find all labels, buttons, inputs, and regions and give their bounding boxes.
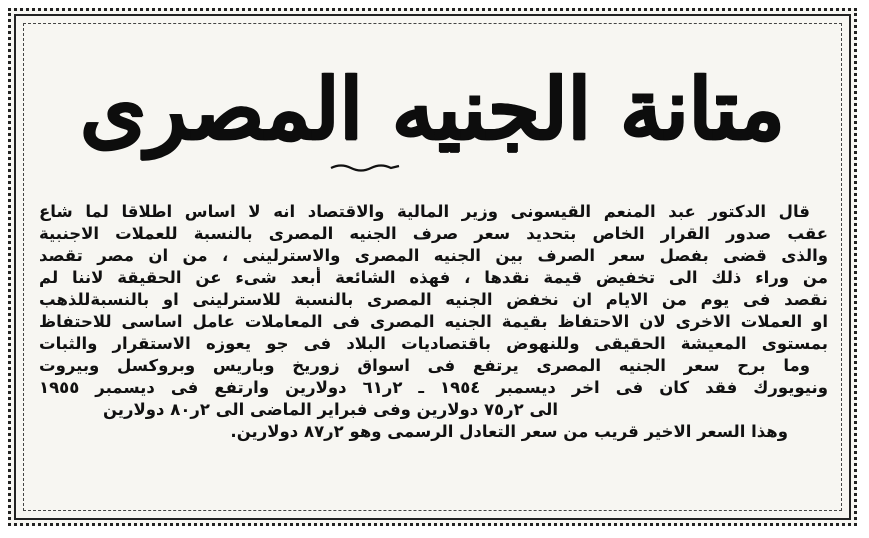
headline-flourish xyxy=(329,161,401,175)
newspaper-clipping xyxy=(8,8,857,526)
article-line: من وراء ذلك الى تخفيض قيمة نقدها ، فهذه الشائعة أبعد شىء عن الحقيقة لاننا لم xyxy=(39,268,828,287)
article-line: الى ٢ر٧٥ دولارين وفى فبراير الماضى الى ٢ر٨٠ دولارين xyxy=(102,400,558,419)
article-line: او العملات الاخرى لان الاحتفاظ بقيمة الجنيه المصرى فى المعاملات عامل اساسى للاحتفاظ xyxy=(39,312,828,331)
article-line: والذى قضى بفصل سعر الصرف بين الجنيه المصرى والاسترلينى ، من ان مصر تقصد xyxy=(39,246,828,265)
article-line: عقب صدور القرار الخاص بتحديد سعر صرف الجنيه المصرى بالنسبة للعملات الاجنبية xyxy=(39,224,828,243)
article-headline: متانة الجنيه المصرى xyxy=(80,59,785,158)
article-line: وهذا السعر الاخير قريب من سعر التعادل الرسمى وهو ٢ر٨٧ دولارين. xyxy=(230,422,788,441)
article-line: ونيويورك فقد كان فى اخر ديسمبر ١٩٥٤ ـ ٢ر٦١ دولارين وارتفع فى ديسمبر ١٩٥٥ xyxy=(39,378,828,397)
article-line: قال الدكتور عبد المنعم القيسونى وزير المالية والاقتصاد انه لا اساس اطلاقا لما شاع xyxy=(39,202,810,221)
article-body xyxy=(39,201,828,443)
article-line: نقصد فى يوم من الايام ان نخفض الجنيه المصرى بالنسبة للاسترلينى او بالنسبةللذهب xyxy=(39,290,828,309)
article-line: وما برح سعر الجنيه المصرى يرتفع فى اسواق زوريخ وباريس وبروكسل وبيروت xyxy=(39,356,810,375)
article-line: بمستوى المعيشة الحقيقى وللنهوض باقتصاديات البلاد فى جو يعوزه الاستقرار والثبات xyxy=(39,334,828,353)
